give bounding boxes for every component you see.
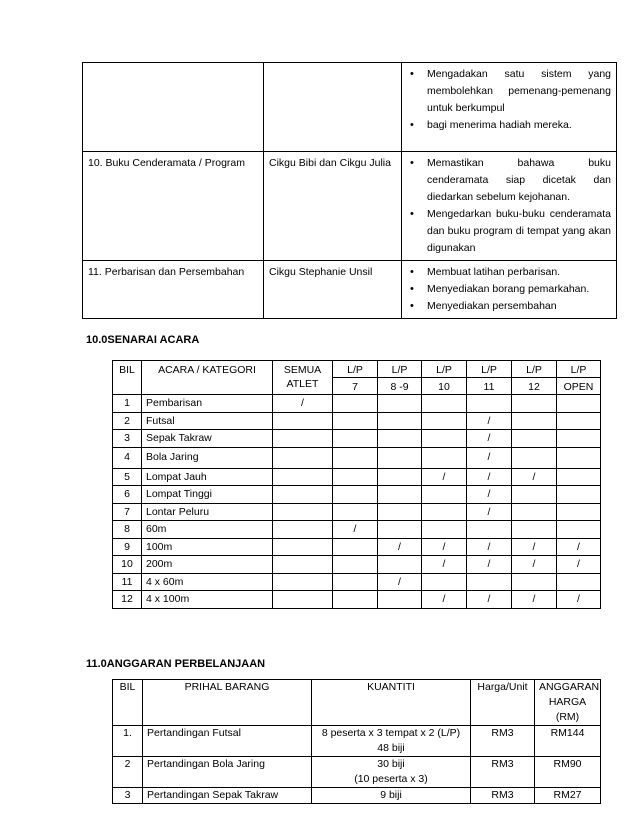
mark-cell [467,395,512,413]
mark-cell: / [273,395,333,413]
table-row [83,152,617,261]
committee-table [82,62,617,319]
mark-cell: / [422,468,467,486]
anggaran-cell: RM144 [535,726,601,757]
mark-cell [333,486,378,504]
acara-cell: Lompat Tinggi [142,486,273,504]
mark-cell: / [512,556,557,574]
mark-cell [273,430,333,448]
person-cell: Cikgu Stephanie Unsil [264,261,402,319]
acara-cell: Pembarisan [142,395,273,413]
mark-cell [422,503,467,521]
kuantiti-line: 48 biji [377,742,405,754]
section-heading-senarai-acara: 10.0SENARAI ACARA [86,334,200,346]
table-row [113,757,601,788]
mark-cell [333,503,378,521]
acara-cell: 4 x 60m [142,573,273,591]
header-row [113,680,601,726]
mark-cell [467,521,512,539]
acara-cell: 4 x 100m [142,591,273,609]
table-row [83,261,617,319]
event-list-table [112,360,601,609]
mark-cell: / [378,573,422,591]
mark-cell [378,591,422,609]
mark-cell [512,447,557,468]
bil-cell: 11 [113,573,142,591]
mark-cell [557,468,601,486]
header-acara: ACARA / KATEGORI [142,361,273,395]
mark-cell [378,521,422,539]
mark-cell: / [512,468,557,486]
mark-cell [378,503,422,521]
mark-cell [512,430,557,448]
mark-cell [333,573,378,591]
mark-cell: / [467,468,512,486]
bil-cell: 10 [113,556,142,574]
table-row [113,447,601,468]
header-anggaran-harga: ANGGARAN HARGA (RM) [535,680,601,726]
mark-cell [378,412,422,430]
person-cell [264,63,402,152]
duty-item: • bagi menerima hadiah mereka. [407,117,611,134]
header-lp: L/P [422,361,467,378]
mark-cell [378,447,422,468]
duties-cell [402,63,617,152]
header-row [113,361,601,378]
acara-cell: 200m [142,556,273,574]
duty-item: • Mengedarkan buku-buku cenderamata dan buku program di tempat yang akan digunakan [407,206,611,257]
duty-item: • Mengadakan satu sistem yang membolehkan pemenang-pemenang untuk berkumpul [407,66,611,117]
mark-cell: / [557,538,601,556]
kuantiti-cell [312,788,471,804]
acara-cell: Futsal [142,412,273,430]
mark-cell [333,395,378,413]
table-row [113,573,601,591]
table-row [113,430,601,448]
mark-cell [422,430,467,448]
bil-cell: 6 [113,486,142,504]
mark-cell: / [467,412,512,430]
mark-cell [512,395,557,413]
table-row [113,788,601,804]
mark-cell: / [512,591,557,609]
table-row [113,503,601,521]
mark-cell [557,430,601,448]
mark-cell: / [467,538,512,556]
duty-item: • Memastikan bahawa buku cenderamata siap dicetak dan diedarkan sebelum kejohanan. [407,155,611,206]
mark-cell [333,412,378,430]
header-lp: L/P [467,361,512,378]
kuantiti-cell [312,726,471,757]
table-row [83,63,617,152]
header-bil: BIL [113,361,142,395]
header-age: 12 [512,378,557,395]
mark-cell: / [467,591,512,609]
mark-cell: / [467,486,512,504]
mark-cell [273,412,333,430]
mark-cell [512,486,557,504]
mark-cell [273,591,333,609]
header-age: OPEN [557,378,601,395]
mark-cell [333,430,378,448]
acara-cell: Lompat Jauh [142,468,273,486]
bil-cell: 3 [113,430,142,448]
section-heading-anggaran: 11.0ANGGARAN PERBELANJAAN [86,658,266,670]
kuantiti-line: 8 peserta x 3 tempat x 2 (L/P) [321,727,461,739]
mark-cell [273,538,333,556]
mark-cell: / [467,503,512,521]
bil-cell: 2 [113,412,142,430]
mark-cell [557,503,601,521]
bil-cell: 8 [113,521,142,539]
bil-cell: 9 [113,538,142,556]
bil-cell: 4 [113,447,142,468]
harga-cell: RM3 [471,726,535,757]
duty-item: • Membuat latihan perbarisan. [407,264,611,281]
mark-cell: / [422,538,467,556]
bil-cell: 1 [113,395,142,413]
task-cell: 10. Buku Cenderamata / Program [83,152,264,261]
table-row [113,726,601,757]
mark-cell [378,430,422,448]
mark-cell [378,395,422,413]
mark-cell [557,521,601,539]
acara-cell: Lontar Peluru [142,503,273,521]
mark-cell [333,447,378,468]
prihal-cell: Pertandingan Bola Jaring [143,757,312,788]
header-lp: L/P [512,361,557,378]
table-row [113,468,601,486]
table-row [113,412,601,430]
kuantiti-line: 9 biji [380,789,402,801]
budget-table [112,679,601,804]
mark-cell [273,468,333,486]
mark-cell [422,521,467,539]
anggaran-cell: RM27 [535,788,601,804]
header-semua-atlet: SEMUA ATLET [273,361,333,395]
table-row [113,521,601,539]
mark-cell: / [557,556,601,574]
table-row [113,486,601,504]
mark-cell [467,573,512,591]
kuantiti-cell [312,757,471,788]
mark-cell [422,395,467,413]
mark-cell [378,556,422,574]
mark-cell: / [422,556,467,574]
mark-cell [333,468,378,486]
prihal-cell: Pertandingan Sepak Takraw [143,788,312,804]
table-row [113,556,601,574]
acara-cell: Sepak Takraw [142,430,273,448]
mark-cell [378,468,422,486]
mark-cell [557,412,601,430]
header-lp: L/P [378,361,422,378]
mark-cell [333,556,378,574]
header-harga-unit: Harga/Unit [471,680,535,726]
mark-cell [273,486,333,504]
mark-cell [512,521,557,539]
acara-cell: 100m [142,538,273,556]
mark-cell: / [333,521,378,539]
mark-cell [273,447,333,468]
mark-cell: / [467,447,512,468]
task-cell [83,63,264,152]
anggaran-cell: RM90 [535,757,601,788]
mark-cell [333,538,378,556]
acara-cell: 60m [142,521,273,539]
mark-cell: / [422,591,467,609]
person-cell: Cikgu Bibi dan Cikgu Julia [264,152,402,261]
mark-cell [557,573,601,591]
mark-cell [273,503,333,521]
header-age: 8 -9 [378,378,422,395]
kuantiti-line: 30 biji [377,758,405,770]
harga-cell: RM3 [471,788,535,804]
table-row [113,395,601,413]
mark-cell: / [467,430,512,448]
harga-cell: RM3 [471,757,535,788]
mark-cell [422,412,467,430]
bil-cell: 5 [113,468,142,486]
header-prihal: PRIHAL BARANG [143,680,312,726]
mark-cell [557,486,601,504]
header-lp: L/P [557,361,601,378]
bil-cell: 7 [113,503,142,521]
duty-item: • Menyediakan borang pemarkahan. [407,281,611,298]
table-row [113,591,601,609]
mark-cell [333,591,378,609]
acara-cell: Bola Jaring [142,447,273,468]
header-kuantiti: KUANTITI [312,680,471,726]
prihal-cell: Pertandingan Futsal [143,726,312,757]
header-age: 7 [333,378,378,395]
mark-cell: / [557,591,601,609]
mark-cell [557,447,601,468]
mark-cell [512,503,557,521]
header-age: 10 [422,378,467,395]
bil-cell: 2 [113,757,143,788]
bil-cell: 12 [113,591,142,609]
kuantiti-line: (10 peserta x 3) [354,773,428,785]
mark-cell [512,412,557,430]
duties-cell [402,152,617,261]
mark-cell [512,573,557,591]
table-row [113,538,601,556]
task-cell: 11. Perbarisan dan Persembahan [83,261,264,319]
mark-cell [422,447,467,468]
mark-cell: / [467,556,512,574]
bil-cell: 1. [113,726,143,757]
header-lp: L/P [333,361,378,378]
bil-cell: 3 [113,788,143,804]
mark-cell [273,556,333,574]
mark-cell: / [512,538,557,556]
mark-cell [422,486,467,504]
duty-item: • Menyediakan persembahan [407,298,611,315]
mark-cell [557,395,601,413]
mark-cell [273,573,333,591]
mark-cell [378,486,422,504]
mark-cell [422,573,467,591]
header-age: 11 [467,378,512,395]
mark-cell [273,521,333,539]
mark-cell: / [378,538,422,556]
header-bil: BIL [113,680,143,726]
duties-cell [402,261,617,319]
